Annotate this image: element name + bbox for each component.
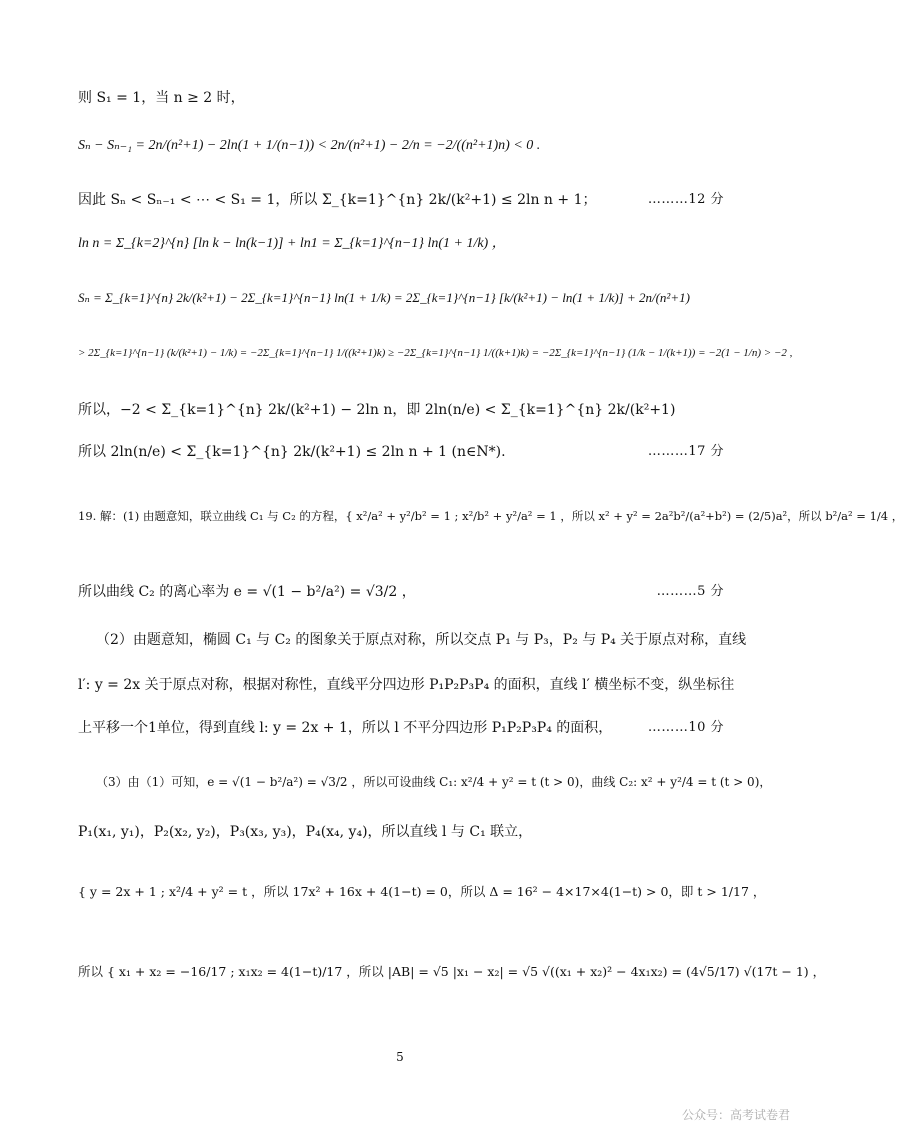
line-text: 上平移一个1单位，得到直线 l: y = 2x + 1，所以 l 不平分四边形 P₁P₂P₃P₄ 的面积， [78, 720, 613, 736]
page-number: 5 [396, 1050, 404, 1064]
line-text: （3）由（1）可知，e = √(1 − b²/a²) = √3/2 ，所以可设曲线 C₁: x²/4 + y² = t (t > 0)，曲线 C₂: x² + y²/4 = t (t > 0)， [96, 775, 772, 789]
watermark-text: 公众号：高考试卷君 [681, 1108, 790, 1122]
line-text: P₁(x₁, y₁)，P₂(x₂, y₂)，P₃(x₃, y₃)，P₄(x₄, y₄)，所以直线 l 与 C₁ 联立， [78, 824, 533, 840]
equation-text: > 2Σ_{k=1}^{n−1} (k/(k²+1) − 1/k) = −2Σ_{k=1}^{n−1} 1/((k²+1)k) ≥ −2Σ_{k=1}^{n−1} 1/((k+1)k) = −2Σ_{k=1}^{n−1} (1/k − 1/(k+1)) = −2(1 − 1/n) > −2 , [78, 347, 793, 359]
equation-text: ln n = Σ_{k=2}^{n} [ln k − ln(k−1)] + ln1 = Σ_{k=1}^{n−1} ln(1 + 1/k) ， [78, 236, 506, 251]
line-text: 所以曲线 C₂ 的离心率为 e = √(1 − b²/a²) = √3/2 ， [78, 584, 416, 600]
score-mark: ………5 分 [656, 584, 724, 599]
line-text: { y = 2x + 1 ; x²/4 + y² = t ，所以 17x² + 16x + 4(1−t) = 0，所以 Δ = 16² − 4×17×4(1−t) > 0，即 t > 1/17 ， [78, 884, 766, 899]
equation-text: Sₙ − Sₙ₋₁ = 2n/(n²+1) − 2ln(1 + 1/(n−1)) < 2n/(n²+1) − 2/n = −2/((n²+1)n) < 0 . [78, 138, 541, 153]
score-mark: ………17 分 [647, 444, 724, 459]
line-text: l′: y = 2x 关于原点对称，根据对称性，直线平分四边形 P₁P₂P₃P₄ 的面积，直线 l′ 横坐标不变，纵坐标往 [78, 677, 735, 693]
score-mark: ………10 分 [647, 720, 724, 735]
equation-text: Sₙ = Σ_{k=1}^{n} 2k/(k²+1) − 2Σ_{k=1}^{n−1} ln(1 + 1/k) = 2Σ_{k=1}^{n−1} [k/(k²+1) − ln(1 + 1/k)] + 2n/(n²+1) [78, 290, 690, 305]
line-text: 因此 Sₙ < Sₙ₋₁ < ⋯ < S₁ = 1，所以 Σ_{k=1}^{n} 2k/(k²+1) ≤ 2ln n + 1； [78, 192, 597, 208]
line-text: 19. 解：(1) 由题意知，联立曲线 C₁ 与 C₂ 的方程，{ x²/a² + y²/b² = 1 ; x²/b² + y²/a² = 1 ，所以 x² + y² = 2a²b²/(a²+b²) = (2/5)a²，所以 b²/a² = 1/4 ， [78, 509, 903, 523]
score-mark: ………12 分 [647, 192, 724, 207]
line-text: 所以，−2 < Σ_{k=1}^{n} 2k/(k²+1) − 2ln n，即 2ln(n/e) < Σ_{k=1}^{n} 2k/(k²+1) [78, 402, 676, 418]
line-text: 所以 2ln(n/e) < Σ_{k=1}^{n} 2k/(k²+1) ≤ 2ln n + 1 (n∈N*). [78, 444, 506, 460]
line-text: （2）由题意知，椭圆 C₁ 与 C₂ 的图象关于原点对称，所以交点 P₁ 与 P₃，P₂ 与 P₄ 关于原点对称，直线 [96, 632, 747, 648]
line-text: 则 S₁ = 1，当 n ≥ 2 时， [78, 90, 245, 106]
line-text: 所以 { x₁ + x₂ = −16/17 ; x₁x₂ = 4(1−t)/17 ，所以 |AB| = √5 |x₁ − x₂| = √5 √((x₁ + x₂)² − 4x₁x₂) = (4√5/17) √(17t − 1) ， [78, 964, 826, 979]
